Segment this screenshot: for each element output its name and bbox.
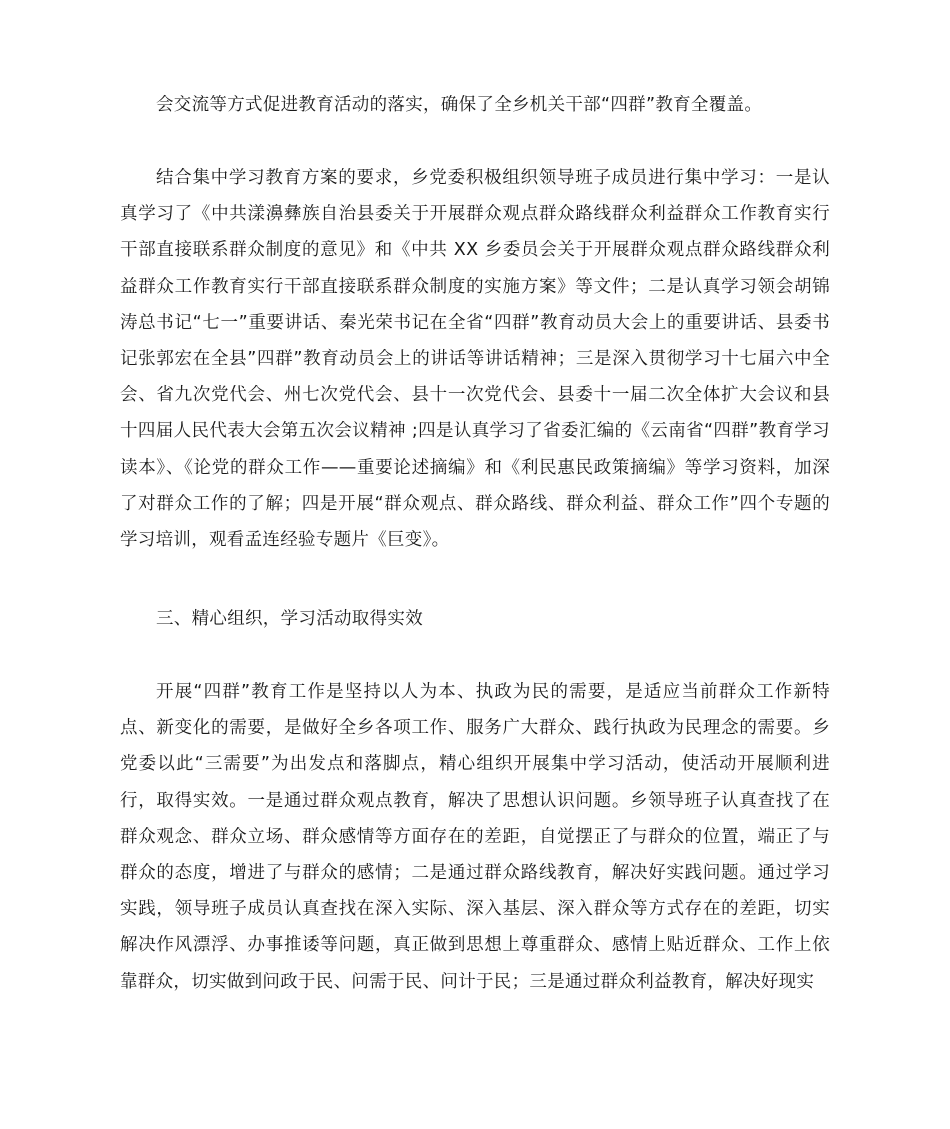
section-heading: 三、精心组织，学习活动取得实效 [156,609,423,629]
paragraph-study-activities: 结合集中学习教育方案的要求，乡党委积极组织领导班子成员进行集中学习：一是认真学习了《中共漾濞彝族自治县委关于开展群众观点群众路线群众利益群众工作教育实行干部直接联系群众制度的意见》和《中共 XX 乡委员会关于开展群众观点群众路线群众利益群众工作教育实行干部直接联系群众制度的实施方案》等文件；二是认真学习领会胡锦涛总书记“七一”重要讲话、秦光荣书记在全省“四群”教育动员大会上的重要讲话、县委书记张郭宏在全县”四群”教育动员会上的讲话等讲话精神；三是深入贯彻学习十七届六中全会、省九次党代会、州七次党代会、县十一次党代会、县委十一届二次全体扩大会议和县十四届人民代表大会第五次会议精神 ;四是认真学习了省委汇编的《云南省“四群”教育学习读本》、《论党的群众工作——重要论述摘编》和《利民惠民政策摘编》等学习资料，加深了对群众工作的了解；四是开展“群众观点、群众路线、群众利益、群众工作”四个专题的学习培训，观看孟连经验专题片《巨变》。 [120,168,830,551]
paragraph-organization-results: 开展“四群”教育工作是坚持以人为本、执政为民的需要，是适应当前群众工作新特点、新变化的需要，是做好全乡各项工作、服务广大群众、践行执政为民理念的需要。乡党委以此“三需要”为出发点和落脚点，精心组织开展集中学习活动，使活动开展顺利进行，取得实效。一是通过群众观点教育，解决了思想认识问题。乡领导班子认真查找了在群众观念、群众立场、群众感情等方面存在的差距，自觉摆正了与群众的位置，端正了与群众的态度，增进了与群众的感情；二是通过群众路线教育，解决好实践问题。通过学习实践，领导班子成员认真查找在深入实际、深入基层、深入群众等方式存在的差距，切实解决作风漂浮、办事推诿等问题，真正做到思想上尊重群众、感情上贴近群众、工作上依靠群众，切实做到问政于民、问需于民、问计于民；三是通过群众利益教育，解决好现实 [120,682,830,992]
paragraph-continuation: 会交流等方式促进教育活动的落实，确保了全乡机关干部“四群”教育全覆盖。 [156,95,763,115]
